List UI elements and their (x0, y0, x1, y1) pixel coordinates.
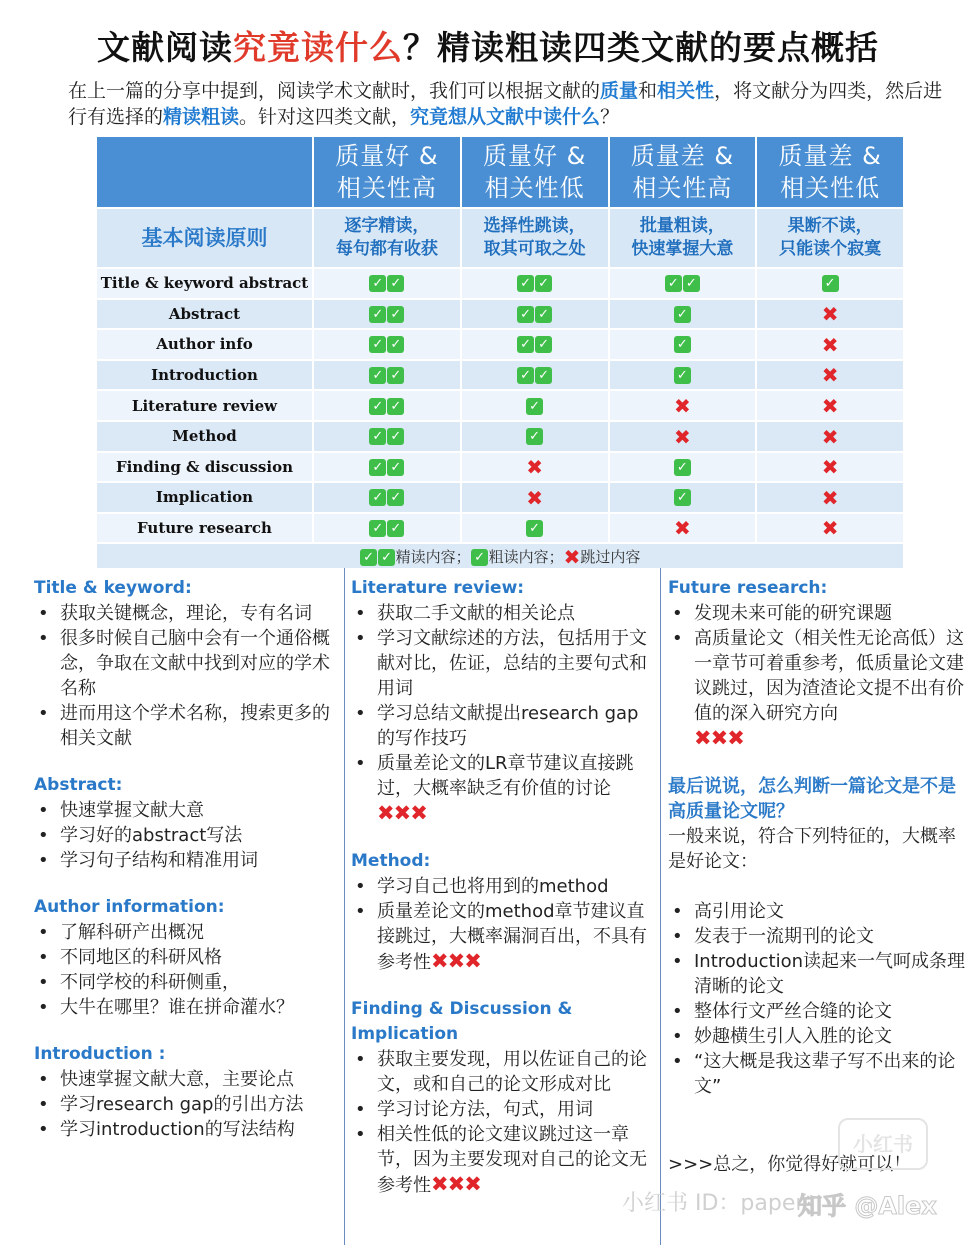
list-item: • 妙趣横生引人入胜的论文 (668, 1024, 970, 1049)
table-row (96, 513, 904, 544)
legend-cell (96, 543, 904, 569)
table-row (96, 390, 904, 421)
principle-cell: 选择性跳读， 取其可取之处 (461, 208, 609, 268)
list-item: • 很多时候自己脑中会有一个通俗概念，争取在文献中找到对应的学术名称 (34, 626, 334, 701)
mark-cell-cross (756, 421, 904, 452)
section-title-method: Method: (351, 851, 431, 871)
mark-cell-cross (461, 452, 609, 483)
mark-cell-double (313, 360, 461, 391)
list-item: • 大牛在哪里？谁在拼命灌水？ (34, 995, 334, 1020)
cross-icon: ✖✖✖ (431, 949, 481, 973)
mark-cell-cross (756, 452, 904, 483)
list-abstract (34, 798, 334, 873)
mark-cell-double (461, 268, 609, 299)
check-icon: ✓ (369, 275, 386, 292)
principle-cell: 逐字精读， 每句都有收获 (313, 208, 461, 268)
mark-cell-single (609, 360, 757, 391)
table-row (96, 329, 904, 360)
list-item: • Introduction读起来一气呵成条理清晰的论文 (668, 949, 970, 999)
closing-remark: >>>总之，你觉得好就可以！ (668, 1154, 912, 1175)
table-row (96, 452, 904, 483)
header-quality-good-relevance-low: 质量好 & 相关性低 (461, 136, 609, 208)
check-icon: ✓ (822, 275, 839, 292)
row-label: Implication (96, 482, 313, 513)
list-item: • 学习总结文献提出research gap的写作技巧 (351, 701, 653, 751)
list-quality-criteria (668, 899, 970, 1099)
check-icon: ✓ (526, 520, 543, 537)
table-corner (96, 136, 313, 208)
header-quality-poor-relevance-high: 质量差 & 相关性高 (609, 136, 757, 208)
list-item: • 学习自己也将用到的method (351, 874, 653, 899)
mark-cell-cross (609, 421, 757, 452)
check-icon: ✓ (369, 489, 386, 506)
principle-cell: 批量粗读， 快速掌握大意 (609, 208, 757, 268)
cross-icon: ✖ (673, 393, 691, 418)
check-icon: ✓ (369, 428, 386, 445)
list-item: • 发表于一流期刊的论文 (668, 924, 970, 949)
list-method (351, 874, 653, 975)
check-icon: ✓ (360, 549, 377, 566)
cross-icon: ✖ (821, 363, 839, 388)
mark-cell-cross (756, 482, 904, 513)
check-icon: ✓ (369, 367, 386, 384)
cross-icon: ✖ (821, 332, 839, 357)
table-header-row (96, 136, 904, 208)
section-title-title-keyword: Title & keyword: (34, 578, 192, 598)
mark-cell-double (313, 390, 461, 421)
legend-skip: 跳过内容 (580, 547, 641, 566)
mark-cell-single (461, 421, 609, 452)
check-icon: ✓ (674, 306, 691, 323)
list-item: • 进而用这个学术名称，搜索更多的相关文献 (34, 701, 334, 751)
mark-cell-double (313, 482, 461, 513)
mark-cell-double (461, 299, 609, 330)
list-item: • 学习好的abstract写法 (34, 823, 334, 848)
cross-icon: ✖✖✖ (377, 801, 427, 825)
notes-column-1 (34, 576, 334, 1142)
check-icon: ✓ (387, 336, 404, 353)
reading-matrix-table (95, 135, 905, 570)
check-icon: ✓ (387, 459, 404, 476)
check-icon: ✓ (674, 367, 691, 384)
check-icon: ✓ (683, 275, 700, 292)
list-introduction (34, 1067, 334, 1142)
cross-icon: ✖ (821, 393, 839, 418)
check-icon: ✓ (369, 306, 386, 323)
cross-icon: ✖ (821, 302, 839, 327)
watermark-seal: 小红书 (838, 1118, 928, 1170)
check-icon: ✓ (369, 336, 386, 353)
list-title-keyword (34, 601, 334, 751)
notes-column-2 (351, 576, 653, 1198)
row-label: Method (96, 421, 313, 452)
cross-icon: ✖ (821, 455, 839, 480)
list-item: • 快速掌握文献大意 (34, 798, 334, 823)
check-icon: ✓ (665, 275, 682, 292)
check-icon: ✓ (369, 398, 386, 415)
mark-cell-double (609, 268, 757, 299)
mark-cell-cross (756, 299, 904, 330)
mark-cell-double (461, 360, 609, 391)
cross-icon: ✖ (673, 424, 691, 449)
list-finding-discussion (351, 1047, 653, 1198)
section-title-author-info: Author information: (34, 897, 225, 917)
list-item: • 获取二手文献的相关论点 (351, 601, 653, 626)
cross-icon: ✖ (821, 516, 839, 541)
list-item: • 质量差论文的LR章节建议直接跳过，大概率缺乏有价值的讨论✖✖✖ (351, 751, 653, 827)
mark-cell-single (609, 329, 757, 360)
principle-label: 基本阅读原则 (96, 208, 313, 268)
watermark-zhihu: 知乎 @Alex (798, 1192, 937, 1220)
section-title-quality-question: 最后说说，怎么判断一篇论文是不是高质量论文呢？ (668, 776, 956, 822)
row-label: Title & keyword abstract (96, 268, 313, 299)
watermark-xhs: 小红书 ID：paper (622, 1191, 805, 1216)
list-item: • 不同地区的科研风格 (34, 945, 334, 970)
row-label: Finding & discussion (96, 452, 313, 483)
list-item: • 学习文献综述的方法，包括用于文献对比，佐证，总结的主要句式和用词 (351, 626, 653, 701)
check-icon: ✓ (535, 306, 552, 323)
table-row (96, 421, 904, 452)
list-item: • 获取关键概念，理论，专有名词 (34, 601, 334, 626)
list-item: • 发现未来可能的研究课题 (668, 601, 970, 626)
list-item: • 快速掌握文献大意，主要论点 (34, 1067, 334, 1092)
check-icon: ✓ (535, 275, 552, 292)
table-row (96, 299, 904, 330)
list-item: • 学习讨论方法，句式，用词 (351, 1097, 653, 1122)
cross-icon: ✖ (563, 545, 581, 570)
header-quality-good-relevance-high: 质量好 & 相关性高 (313, 136, 461, 208)
cross-icon: ✖ (821, 485, 839, 510)
check-icon: ✓ (471, 549, 488, 566)
principle-cell: 果断不读， 只能读个寂寞 (756, 208, 904, 268)
mark-cell-single (461, 513, 609, 544)
mark-cell-double (313, 513, 461, 544)
column-divider (344, 568, 345, 1245)
list-item: • “这大概是我这辈子写不出来的论文” (668, 1049, 970, 1099)
list-item: • 高质量论文（相关性无论高低）这一章节可着重参考，低质量论文建议跳过，因为渣渣论文提不出有价值的深入研究方向 ✖✖✖ (668, 626, 970, 752)
mark-cell-cross (756, 513, 904, 544)
list-item: • 了解科研产出概况 (34, 920, 334, 945)
cross-icon: ✖✖✖ (431, 1172, 481, 1196)
header-quality-poor-relevance-low: 质量差 & 相关性低 (756, 136, 904, 208)
check-icon: ✓ (517, 306, 534, 323)
section-title-abstract: Abstract: (34, 775, 123, 795)
mark-cell-single (756, 268, 904, 299)
mark-cell-double (461, 329, 609, 360)
check-icon: ✓ (535, 367, 552, 384)
check-icon: ✓ (674, 489, 691, 506)
mark-cell-single (609, 299, 757, 330)
section-title-literature-review: Literature review: (351, 578, 525, 598)
list-item: • 高引用论文 (668, 899, 970, 924)
check-icon: ✓ (387, 275, 404, 292)
legend-intensive: 精读内容； (395, 547, 471, 566)
table-row (96, 482, 904, 513)
check-icon: ✓ (369, 459, 386, 476)
mark-cell-single (609, 482, 757, 513)
list-item: • 获取主要发现，用以佐证自己的论文，或和自己的论文形成对比 (351, 1047, 653, 1097)
legend-row (96, 543, 904, 569)
section-title-finding-discussion: Finding & Discussion & Implication (351, 999, 573, 1044)
check-icon: ✓ (517, 275, 534, 292)
quality-intro-text: 一般来说，符合下列特征的，大概率是好论文： (668, 826, 956, 872)
list-item: • 质量差论文的method章节建议直接跳过，大概率漏洞百出，不具有参考性✖✖✖ (351, 899, 653, 975)
list-item: • 学习introduction的写法结构 (34, 1117, 334, 1142)
mark-cell-cross (609, 390, 757, 421)
title-part-3: ？精读粗读四类文献的要点概括 (403, 28, 879, 67)
row-label: Introduction (96, 360, 313, 391)
check-icon: ✓ (387, 306, 404, 323)
list-future-research (668, 601, 970, 752)
row-label: Future research (96, 513, 313, 544)
row-label: Abstract (96, 299, 313, 330)
mark-cell-single (609, 452, 757, 483)
mark-cell-cross (461, 482, 609, 513)
section-title-future-research: Future research: (668, 578, 828, 598)
notes-column-3 (668, 576, 970, 1099)
list-item: • 整体行文严丝合缝的论文 (668, 999, 970, 1024)
cross-icon: ✖ (526, 455, 543, 480)
cross-icon: ✖✖✖ (694, 726, 744, 750)
cross-icon: ✖ (821, 424, 839, 449)
title-part-1: 文献阅读 (97, 28, 233, 67)
mark-cell-cross (756, 360, 904, 391)
check-icon: ✓ (526, 398, 543, 415)
section-title-introduction: Introduction : (34, 1044, 166, 1064)
column-divider (660, 568, 661, 1245)
mark-cell-cross (756, 390, 904, 421)
list-item: • 不同学校的科研侧重， (34, 970, 334, 995)
list-author-info (34, 920, 334, 1020)
legend-skim: 粗读内容； (488, 547, 564, 566)
list-literature-review (351, 601, 653, 827)
mark-cell-single (461, 390, 609, 421)
title-highlight: 究竟读什么 (233, 28, 403, 67)
list-item: • 相关性低的论文建议跳过这一章节，因为主要发现对自己的论文无参考性✖✖✖ (351, 1122, 653, 1198)
table-row (96, 360, 904, 391)
check-icon: ✓ (369, 520, 386, 537)
page-title (0, 22, 976, 69)
row-label: Author info (96, 329, 313, 360)
list-item: • 学习research gap的引出方法 (34, 1092, 334, 1117)
list-item: • 学习句子结构和精准用词 (34, 848, 334, 873)
check-icon: ✓ (674, 459, 691, 476)
check-icon: ✓ (517, 367, 534, 384)
check-icon: ✓ (387, 520, 404, 537)
check-icon: ✓ (387, 428, 404, 445)
cross-icon: ✖ (526, 485, 543, 510)
check-icon: ✓ (674, 336, 691, 353)
mark-cell-double (313, 299, 461, 330)
check-icon: ✓ (526, 428, 543, 445)
table-row (96, 268, 904, 299)
principle-row (96, 208, 904, 268)
mark-cell-double (313, 421, 461, 452)
row-label: Literature review (96, 390, 313, 421)
check-icon: ✓ (378, 549, 395, 566)
mark-cell-double (313, 268, 461, 299)
cross-icon: ✖ (673, 516, 691, 541)
check-icon: ✓ (535, 336, 552, 353)
mark-cell-cross (609, 513, 757, 544)
check-icon: ✓ (387, 398, 404, 415)
check-icon: ✓ (517, 336, 534, 353)
mark-cell-double (313, 329, 461, 360)
mark-cell-cross (756, 329, 904, 360)
mark-cell-double (313, 452, 461, 483)
check-icon: ✓ (387, 367, 404, 384)
check-icon: ✓ (387, 489, 404, 506)
intro-paragraph: 在上一篇的分享中提到，阅读学术文献时，我们可以根据文献的质量和相关性，将文献分为四类，然后进行有选择的精读粗读。针对这四类文献，究竟想从文献中读什么？ (68, 80, 943, 128)
